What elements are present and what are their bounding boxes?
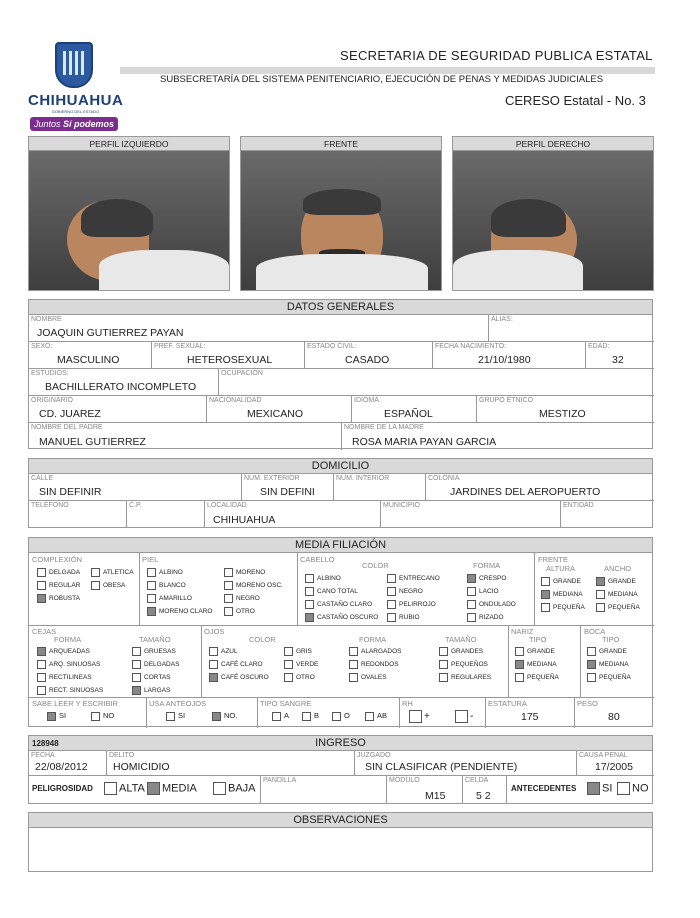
- field-value: JARDINES DEL AEROPUERTO: [450, 486, 601, 498]
- option-leer-si[interactable]: [47, 711, 66, 721]
- option-albino-cab[interactable]: [305, 574, 341, 583]
- option-nariz-pequena[interactable]: [515, 673, 559, 682]
- field-value: SIN CLASIFICAR (PENDIENTE): [365, 761, 518, 773]
- option-label: CRESPO: [479, 575, 507, 583]
- option-leer-no[interactable]: [91, 711, 114, 721]
- option-negro[interactable]: [224, 594, 260, 603]
- field-label: NOMBRE DEL PADRE: [31, 424, 103, 431]
- cejas-label: CEJAS: [32, 627, 57, 636]
- mugshot-image: [29, 151, 229, 290]
- mugshot-image: [241, 151, 441, 290]
- delito-field: [107, 751, 355, 776]
- peso-value: 80: [608, 711, 620, 723]
- grupo-etnico-field: [477, 396, 654, 423]
- option-label: REDONDOS: [361, 661, 399, 669]
- option-label: ALARGADOS: [361, 648, 402, 656]
- option-label: BLANCO: [159, 582, 186, 590]
- option-label: REGULAR: [49, 582, 81, 590]
- option-nariz-grande[interactable]: [515, 647, 555, 656]
- option-cano-total[interactable]: [305, 587, 358, 596]
- option-label: SI: [602, 782, 613, 795]
- option-label: ROBUSTA: [49, 595, 80, 603]
- option-label: NEGRO: [236, 595, 260, 603]
- option-azul[interactable]: [209, 647, 238, 656]
- option-label: MEDIA: [162, 782, 197, 795]
- option-delgadas[interactable]: [132, 660, 179, 669]
- option-gruesas[interactable]: [132, 647, 176, 656]
- option-label: MEDIANA: [553, 591, 583, 599]
- option-label: GRANDE: [527, 648, 555, 656]
- field-label: DELITO: [109, 752, 135, 759]
- option-ancho-grande[interactable]: [596, 577, 636, 586]
- option-label: NEGRO: [399, 588, 423, 596]
- option-label: RECTILINEAS: [49, 674, 92, 682]
- field-value: BACHILLERATO INCOMPLETO: [45, 381, 197, 393]
- option-label: LARGAS: [144, 687, 171, 695]
- option-sangre-ab[interactable]: [365, 711, 387, 721]
- section-title: DATOS GENERALES: [29, 300, 652, 315]
- option-label: PELIRROJO: [399, 601, 436, 609]
- field-label: TELÉFONO: [31, 502, 69, 509]
- slogan-b: Sí podemos: [63, 119, 115, 129]
- option-label: MORENO CLARO: [159, 608, 213, 616]
- option-altura-grande[interactable]: [541, 577, 581, 586]
- cp-field: [127, 501, 205, 528]
- pandilla-field: [261, 776, 387, 804]
- option-label: RUBIO: [399, 614, 420, 622]
- photo-label: FRENTE: [241, 137, 441, 151]
- option-label: REGULARES: [451, 674, 492, 682]
- domicilio-section: [28, 458, 653, 528]
- option-sangre-a[interactable]: [272, 711, 289, 721]
- cejas-forma-label: FORMA: [54, 635, 82, 644]
- field-label: MÓDULO: [389, 777, 420, 784]
- estado-civil-field: [305, 342, 433, 369]
- field-value: SIN DEFINI: [260, 486, 315, 498]
- option-label: ATLETICA: [103, 569, 134, 577]
- option-label: OTRO: [236, 608, 255, 616]
- nariz-label: NARIZ: [511, 627, 534, 636]
- option-delgada[interactable]: [37, 568, 80, 577]
- piel-label: PIEL: [142, 555, 159, 564]
- field-label: NACIONALIDAD: [209, 397, 262, 404]
- num-exterior-field: [242, 474, 334, 501]
- field-value: 21/10/1980: [478, 354, 531, 366]
- field-label: COLONIA: [428, 475, 460, 482]
- num-interior-field: [334, 474, 426, 501]
- idioma-field: [352, 396, 477, 423]
- option-pelirrojo[interactable]: [387, 600, 436, 609]
- option-entrecano[interactable]: [387, 574, 440, 583]
- telefono-field: [29, 501, 127, 528]
- option-media[interactable]: [147, 782, 197, 795]
- field-label: FECHA: [31, 752, 55, 759]
- field-value: 5 2: [476, 790, 491, 802]
- ojos-label: OJOS: [204, 627, 225, 636]
- section-title: OBSERVACIONES: [29, 813, 652, 828]
- option-cafe-claro[interactable]: [209, 660, 263, 669]
- datos-generales-section: [28, 299, 653, 449]
- option-label: SI: [178, 711, 186, 720]
- boca-tipo-label: TIPO: [602, 635, 620, 644]
- option-rh-plus[interactable]: [409, 710, 430, 723]
- field-label: IDIOMA: [354, 397, 379, 404]
- option-label: MEDIANA: [527, 661, 557, 669]
- colonia-field: [426, 474, 654, 501]
- option-label: PEQUEÑA: [527, 674, 559, 682]
- option-label: AB: [377, 711, 388, 720]
- option-label: CANO TOTAL: [317, 588, 358, 596]
- option-otro[interactable]: [224, 607, 255, 616]
- option-boca-grande[interactable]: [587, 647, 627, 656]
- field-value: CHIHUAHUA: [213, 514, 276, 526]
- option-label: AMARILLO: [159, 595, 192, 603]
- option-cafe-oscuro[interactable]: [209, 673, 269, 682]
- field-value: MASCULINO: [57, 354, 120, 366]
- celda-field: [463, 776, 507, 804]
- estudios-field: [29, 369, 219, 396]
- option-label: B: [314, 711, 320, 720]
- option-label: PEQUEÑA: [608, 604, 640, 612]
- option-label: ALBINO: [317, 575, 341, 583]
- option-ondulado[interactable]: [467, 600, 516, 609]
- entidad-field: [561, 501, 654, 528]
- option-ancho-pequena[interactable]: [596, 603, 640, 612]
- ojos-tamano-label: TAMAÑO: [445, 635, 477, 644]
- option-label: A: [284, 711, 290, 720]
- field-label: PREF. SEXUAL:: [154, 343, 206, 350]
- option-label: RIZADO: [479, 614, 504, 622]
- ingreso-title: INGRESO: [315, 737, 366, 749]
- nacionalidad-field: [207, 396, 352, 423]
- option-label: ENTRECANO: [399, 575, 440, 583]
- option-castano-oscuro[interactable]: [305, 613, 378, 622]
- state-shield-icon: [55, 42, 93, 88]
- option-alargados[interactable]: [349, 647, 401, 656]
- slogan-badge: [30, 117, 118, 131]
- altura-label: ALTURA: [546, 564, 576, 573]
- field-label: GRUPO ÉTNICO: [479, 397, 534, 404]
- option-atletica[interactable]: [91, 568, 134, 577]
- field-value: HETEROSEXUAL: [187, 354, 273, 366]
- field-value: CASADO: [345, 354, 390, 366]
- field-label: SEXO:: [31, 343, 53, 350]
- header-bar: [120, 67, 655, 74]
- option-otro-ojos[interactable]: [284, 673, 315, 682]
- option-label: GRANDE: [599, 648, 627, 656]
- option-label: GRUESAS: [144, 648, 176, 656]
- boca-label: BOCA: [584, 627, 606, 636]
- option-label: ARQ. SINUOSAS: [49, 661, 101, 669]
- option-rh-minus[interactable]: [455, 710, 473, 723]
- field-label: NOMBRE DE LA MADRE: [344, 424, 424, 431]
- option-negro-cab[interactable]: [387, 587, 423, 596]
- option-label: ALTA: [119, 782, 145, 795]
- option-anteojos-si[interactable]: [166, 711, 185, 721]
- option-rectilineas[interactable]: [37, 673, 92, 682]
- fecha-nac-field: [433, 342, 586, 369]
- field-label: ORIGINARIO: [31, 397, 74, 404]
- option-crespo[interactable]: [467, 574, 506, 583]
- option-moreno-claro[interactable]: [147, 607, 212, 616]
- photo-label: PERFIL IZQUIERDO: [29, 137, 229, 151]
- alias-field: [489, 315, 654, 342]
- sabe-leer-label: SABE LEER Y ESCRIBIR: [32, 699, 119, 708]
- option-robusta[interactable]: [37, 594, 80, 603]
- option-label: CASTAÑO OSCURO: [317, 614, 379, 622]
- section-title: MEDIA FILIACIÓN: [29, 538, 652, 553]
- option-altura-mediana[interactable]: [541, 590, 583, 599]
- municipio-field: [381, 501, 561, 528]
- field-label: CAUSA PENAL: [579, 752, 628, 759]
- option-label: -: [470, 711, 474, 723]
- option-pequenos[interactable]: [439, 660, 488, 669]
- calle-field: [29, 474, 242, 501]
- field-label: ENTIDAD: [563, 502, 594, 509]
- peligrosidad-field: [29, 776, 261, 804]
- field-value: ESPAÑOL: [384, 408, 433, 420]
- field-value: MESTIZO: [539, 408, 586, 420]
- field-label: NOMBRE: [31, 316, 62, 323]
- option-rubio[interactable]: [387, 613, 420, 622]
- photo-front: [240, 136, 442, 291]
- field-label: ESTADO CIVIL:: [307, 343, 357, 350]
- fecha-ingreso-field: [29, 751, 107, 776]
- field-label: EDAD:: [588, 343, 610, 350]
- option-label: MEDIANA: [599, 661, 629, 669]
- record-id: 128948: [32, 739, 59, 748]
- option-moreno-osc[interactable]: [224, 581, 283, 590]
- option-label: SI: [59, 711, 67, 720]
- facility-name: CERESO Estatal - No. 3: [505, 93, 646, 108]
- cabello-forma-label: FORMA: [473, 561, 501, 570]
- option-label: OBESA: [103, 582, 126, 590]
- photo-right-profile: [452, 136, 654, 291]
- option-label: GRANDES: [451, 648, 484, 656]
- mugshot-image: [453, 151, 653, 290]
- gobierno-label: GOBIERNO DEL ESTADO: [51, 109, 100, 114]
- option-label: PEQUEÑOS: [451, 661, 488, 669]
- option-regular[interactable]: [37, 581, 80, 590]
- originario-field: [29, 396, 207, 423]
- option-label: LACIO: [479, 588, 499, 596]
- field-value: SIN DEFINIR: [39, 486, 102, 498]
- nariz-tipo-label: TIPO: [529, 635, 547, 644]
- field-label: CALLE: [31, 475, 54, 482]
- antecedentes-label: ANTECEDENTES: [511, 784, 577, 793]
- peligrosidad-label: PELIGROSIDAD: [32, 784, 93, 793]
- option-label: GRANDE: [608, 578, 636, 586]
- option-ovales[interactable]: [349, 673, 387, 682]
- modulo-field: [387, 776, 463, 804]
- field-label: LOCALIDAD: [207, 502, 247, 509]
- field-label: ALIAS:: [491, 316, 513, 323]
- option-label: DELGADA: [49, 569, 81, 577]
- slogan-a: Juntos: [34, 119, 61, 129]
- option-ancho-mediana[interactable]: [596, 590, 638, 599]
- option-sangre-o[interactable]: [332, 711, 350, 721]
- field-value: JOAQUIN GUTIERREZ PAYAN: [37, 327, 184, 339]
- option-label: DELGADAS: [144, 661, 180, 669]
- option-label: ALBINO: [159, 569, 183, 577]
- state-name: CHIHUAHUA: [28, 92, 124, 109]
- complexion-label: COMPLEXIÓN: [32, 555, 83, 564]
- option-label: OVALES: [361, 674, 387, 682]
- option-alta[interactable]: [104, 782, 145, 795]
- anteojos-label: USA ANTEOJOS: [149, 699, 207, 708]
- section-title: DOMICILIO: [29, 459, 652, 474]
- option-label: NO: [632, 782, 649, 795]
- field-label: FECHA NACIMIENTO:: [435, 343, 507, 350]
- field-value: HOMICIDIO: [113, 761, 170, 773]
- field-label: PANDILLA: [263, 777, 297, 784]
- option-regulares[interactable]: [439, 673, 491, 682]
- ojos-forma-label: FORMA: [359, 635, 387, 644]
- option-label: +: [424, 711, 430, 723]
- localidad-field: [205, 501, 381, 528]
- peso-label: PESO: [577, 699, 598, 708]
- field-label: C.P.: [129, 502, 142, 509]
- option-label: GRANDE: [553, 578, 581, 586]
- option-altura-pequena[interactable]: [541, 603, 585, 612]
- option-label: MORENO OSC.: [236, 582, 283, 590]
- option-label: PEQUEÑA: [599, 674, 631, 682]
- field-value: 22/08/2012: [35, 761, 88, 773]
- option-verde[interactable]: [284, 660, 318, 669]
- header-subtitle: SUBSECRETARÍA DEL SISTEMA PENITENCIARIO, EJECUCIÓN DE PENAS Y MEDIDAS JUDICIALES: [160, 74, 604, 85]
- estatura-value: 175: [521, 711, 539, 723]
- field-value: MEXICANO: [247, 408, 304, 420]
- cabello-color-label: COLOR: [362, 561, 389, 570]
- option-label: AZUL: [221, 648, 238, 656]
- option-sangre-b[interactable]: [302, 711, 319, 721]
- ojos-color-label: COLOR: [249, 635, 276, 644]
- option-amarillo[interactable]: [147, 594, 192, 603]
- pref-sexual-field: [152, 342, 305, 369]
- option-lacio[interactable]: [467, 587, 499, 596]
- media-filiacion-section: [28, 537, 653, 727]
- field-label: JUZGADO: [357, 752, 391, 759]
- field-label: ESTUDIOS:: [31, 370, 69, 377]
- field-label: OCUPACIÓN: [221, 370, 263, 377]
- option-largas[interactable]: [132, 686, 170, 695]
- nombre-field: [29, 315, 489, 342]
- ingreso-section: [28, 735, 653, 804]
- option-label: ARQUEADAS: [49, 648, 90, 656]
- field-value: M15: [425, 790, 446, 802]
- option-boca-pequena[interactable]: [587, 673, 631, 682]
- estatura-label: ESTATURA: [488, 699, 527, 708]
- causa-penal-field: [577, 751, 654, 776]
- option-grandes[interactable]: [439, 647, 483, 656]
- option-antec-si[interactable]: [587, 782, 612, 795]
- observaciones-section: [28, 812, 653, 872]
- field-value: ROSA MARIA PAYAN GARCIA: [352, 436, 497, 448]
- option-label: NO.: [224, 711, 238, 720]
- option-label: CORTAS: [144, 674, 171, 682]
- field-value: 32: [612, 354, 624, 366]
- option-label: CAFÉ OSCURO: [221, 674, 269, 682]
- edad-field: [586, 342, 654, 369]
- madre-field: [342, 423, 654, 450]
- cabello-label: CABELLO: [300, 555, 335, 564]
- option-label: PEQUEÑA: [553, 604, 585, 612]
- option-cortas[interactable]: [132, 673, 171, 682]
- juzgado-field: [355, 751, 577, 776]
- field-label: NUM. EXTERIOR: [244, 475, 300, 482]
- option-castano-claro[interactable]: [305, 600, 372, 609]
- option-blanco[interactable]: [147, 581, 186, 590]
- option-label: VERDE: [296, 661, 319, 669]
- option-nariz-mediana[interactable]: [515, 660, 557, 669]
- option-antec-no[interactable]: [617, 782, 649, 795]
- option-label: O: [344, 711, 350, 720]
- option-boca-mediana[interactable]: [587, 660, 629, 669]
- option-label: GRIS: [296, 648, 312, 656]
- option-obesa[interactable]: [91, 581, 125, 590]
- option-rizado[interactable]: [467, 613, 504, 622]
- option-label: CASTAÑO CLARO: [317, 601, 373, 609]
- field-value: CD. JUAREZ: [39, 408, 101, 420]
- field-label: NUM. INTERIOR: [336, 475, 390, 482]
- option-arq-sinuosas[interactable]: [37, 660, 100, 669]
- option-label: MEDIANA: [608, 591, 638, 599]
- field-value: 17/2005: [595, 761, 633, 773]
- option-albino[interactable]: [147, 568, 183, 577]
- option-arqueadas[interactable]: [37, 647, 90, 656]
- photo-label: PERFIL DERECHO: [453, 137, 653, 151]
- chihuahua-logo: [28, 42, 123, 134]
- option-label: BAJA: [228, 782, 256, 795]
- option-rect-sinuosas[interactable]: [37, 686, 103, 695]
- option-label: NO: [103, 711, 115, 720]
- option-label: CAFÉ CLARO: [221, 661, 263, 669]
- antecedentes-field: [507, 776, 654, 804]
- ocupacion-field: [219, 369, 654, 396]
- option-label: OTRO: [296, 674, 315, 682]
- option-label: MORENO: [236, 569, 266, 577]
- option-label: ONDULADO: [479, 601, 516, 609]
- field-value: MANUEL GUTIERREZ: [39, 436, 146, 448]
- header-title: SECRETARIA DE SEGURIDAD PUBLICA ESTATAL: [340, 48, 653, 63]
- sexo-field: [29, 342, 152, 369]
- photo-left-profile: [28, 136, 230, 291]
- option-label: RECT. SINUOSAS: [49, 687, 104, 695]
- section-title: [29, 736, 652, 751]
- option-redondos[interactable]: [349, 660, 399, 669]
- option-anteojos-no[interactable]: [212, 711, 237, 721]
- option-baja[interactable]: [213, 782, 256, 795]
- field-label: CELDA: [465, 777, 489, 784]
- ancho-label: ANCHO: [604, 564, 632, 573]
- field-label: MUNICIPIO: [383, 502, 420, 509]
- rh-label: RH: [402, 699, 413, 708]
- option-moreno[interactable]: [224, 568, 265, 577]
- option-gris[interactable]: [284, 647, 312, 656]
- frente-label: FRENTE: [538, 555, 568, 564]
- padre-field: [29, 423, 342, 450]
- cejas-tamano-label: TAMAÑO: [139, 635, 171, 644]
- tipo-sangre-label: TIPO SANGRE: [260, 699, 312, 708]
